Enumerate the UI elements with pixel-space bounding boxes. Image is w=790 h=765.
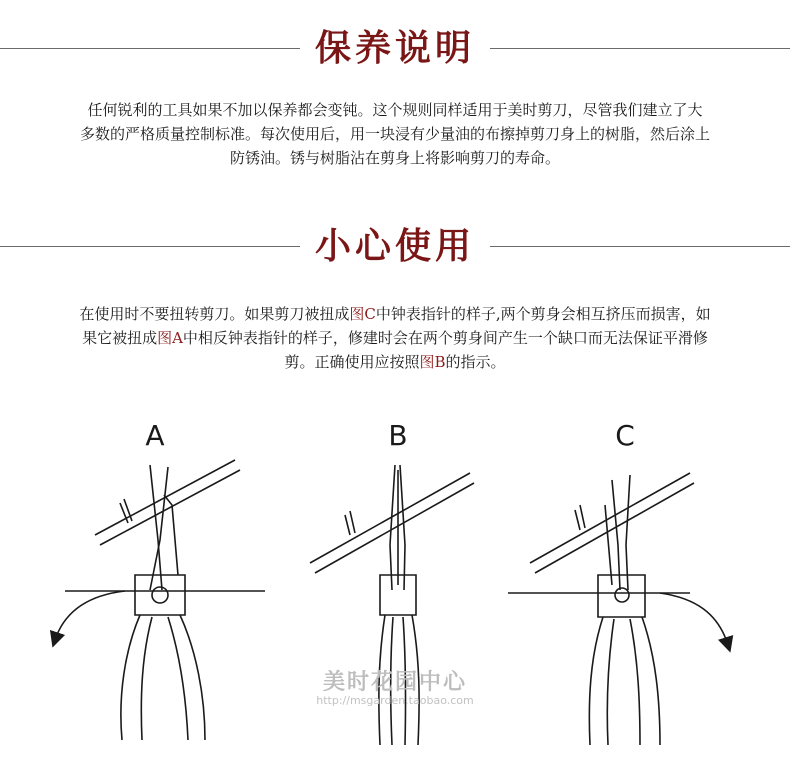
counter-clockwise-arrow-icon [55,591,125,640]
maintenance-line-1: 任何锐利的工具如果不加以保养都会变钝。这个规则同样适用于美时剪刀，尽管我们建立了大 [87,101,703,119]
watermark-url: http://msgarden.taobao.com [316,694,474,707]
figure-label-b: B [388,419,408,452]
figure-label-c: C [615,419,635,452]
clockwise-arrow-icon [660,593,728,645]
careful-use-header [0,216,790,276]
figure-label-a: A [145,419,165,452]
maintenance-text [20,98,770,170]
watermark-logo: 美时花园中心 [322,669,467,695]
text-fragment: 剪。正确使用应按照 [284,353,420,371]
figure-ref-a: 图A [157,329,183,347]
figure-ref-c: 图C [349,305,376,323]
maintenance-header [0,18,790,78]
text-fragment: 中钟表指针的样子,两个剪身会相互挤压而损害，如 [375,305,711,323]
maintenance-title: 保养说明 [314,27,475,69]
maintenance-line-2: 多数的严格质量控制标准。每次使用后，用一块浸有少量油的布擦掉剪刀身上的树脂，然后涂上 [79,125,710,143]
careful-use-line-3 [20,350,770,374]
text-fragment: 中相反钟表指针的样子，修建时会在两个剪身间产生一个缺口而无法保证平滑修 [182,329,708,347]
branch-icon [530,473,690,563]
shears-illustration [0,395,790,765]
careful-use-line-2 [20,326,770,350]
text-fragment: 在使用时不要扭转剪刀。如果剪刀被扭成 [79,305,350,323]
text-fragment: 的指示。 [445,353,506,371]
careful-use-title: 小心使用 [314,225,475,267]
careful-use-line-1 [20,302,770,326]
text-fragment: 果它被扭成 [82,329,158,347]
maintenance-line-3: 防锈油。锈与树脂沾在剪身上将影响剪刀的寿命。 [229,149,560,167]
careful-use-text [20,302,770,374]
figure-ref-b: 图B [419,353,446,371]
